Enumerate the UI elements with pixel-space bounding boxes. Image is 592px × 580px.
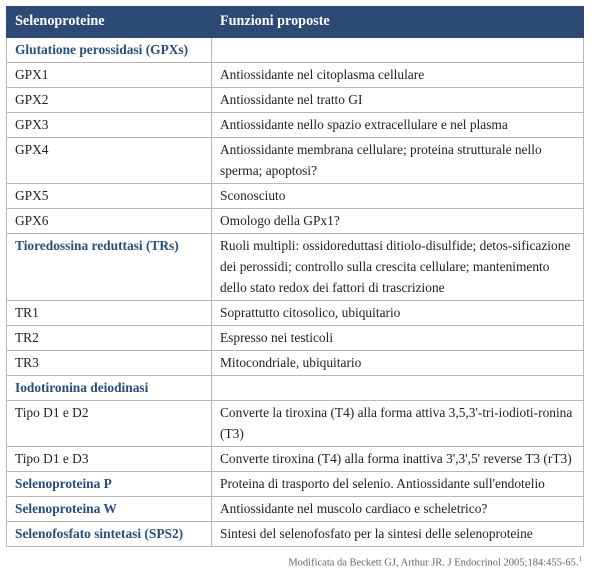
function-cell: Converte tiroxina (T4) alla forma inattiva 3',3',5' reverse T3 (rT3) bbox=[212, 447, 584, 472]
protein-name-cell: TR2 bbox=[7, 326, 212, 351]
table-row bbox=[7, 184, 584, 209]
group-name-cell: Tioredossina reduttasi (TRs) bbox=[7, 234, 212, 301]
protein-name-cell: TR1 bbox=[7, 301, 212, 326]
function-cell: Mitocondriale, ubiquitario bbox=[212, 351, 584, 376]
protein-name-cell: GPX6 bbox=[7, 209, 212, 234]
function-cell: Ruoli multipli: ossidoreduttasi ditiolo-disulfide; detos-sificazione dei perossidi; controllo sulla crescita cellulare; mantenimento dello stato redox dei fattori di trascrizione bbox=[212, 234, 584, 301]
function-cell: Antiossidante nello spazio extracellulare e nel plasma bbox=[212, 113, 584, 138]
table-row bbox=[7, 447, 584, 472]
group-name-cell: Selenoproteina P bbox=[7, 472, 212, 497]
table-row bbox=[7, 351, 584, 376]
table-body bbox=[7, 38, 584, 547]
function-cell: Antiossidante membrana cellulare; proteina strutturale nello sperma; apoptosi? bbox=[212, 138, 584, 184]
group-row bbox=[7, 376, 584, 401]
group-name-cell: Selenofosfato sintetasi (SPS2) bbox=[7, 522, 212, 547]
protein-name-cell: TR3 bbox=[7, 351, 212, 376]
function-cell: Omologo della GPx1? bbox=[212, 209, 584, 234]
protein-name-cell: GPX5 bbox=[7, 184, 212, 209]
group-row bbox=[7, 497, 584, 522]
source-reference: 1 bbox=[578, 555, 582, 563]
function-cell: Sintesi del selenofosfato per la sintesi delle selenoproteine bbox=[212, 522, 584, 547]
function-cell bbox=[212, 38, 584, 63]
header-selenoproteine: Selenoproteine bbox=[7, 7, 212, 38]
function-cell: Antiossidante nel muscolo cardiaco e scheletrico? bbox=[212, 497, 584, 522]
protein-name-cell: GPX3 bbox=[7, 113, 212, 138]
source-note bbox=[288, 555, 582, 569]
table-row bbox=[7, 63, 584, 88]
function-cell bbox=[212, 376, 584, 401]
table-row bbox=[7, 301, 584, 326]
table-row bbox=[7, 113, 584, 138]
function-cell: Sconosciuto bbox=[212, 184, 584, 209]
table-row bbox=[7, 138, 584, 184]
protein-name-cell: GPX2 bbox=[7, 88, 212, 113]
selenoproteins-table bbox=[6, 6, 584, 547]
table-row bbox=[7, 401, 584, 447]
group-name-cell: Iodotironina deiodinasi bbox=[7, 376, 212, 401]
header-row bbox=[7, 7, 584, 38]
group-name-cell: Selenoproteina W bbox=[7, 497, 212, 522]
group-row bbox=[7, 38, 584, 63]
table-header bbox=[7, 7, 584, 38]
group-name-cell: Glutatione perossidasi (GPXs) bbox=[7, 38, 212, 63]
group-row bbox=[7, 472, 584, 497]
protein-name-cell: GPX1 bbox=[7, 63, 212, 88]
group-row bbox=[7, 234, 584, 301]
table-row bbox=[7, 88, 584, 113]
group-row bbox=[7, 522, 584, 547]
protein-name-cell: GPX4 bbox=[7, 138, 212, 184]
header-funzioni-proposte: Funzioni proposte bbox=[212, 7, 584, 38]
source-text: Modificata da Beckett GJ, Arthur JR. J Endocrinol 2005;184:455-65. bbox=[288, 557, 579, 569]
protein-name-cell: Tipo D1 e D2 bbox=[7, 401, 212, 447]
function-cell: Espresso nei testicoli bbox=[212, 326, 584, 351]
function-cell: Converte la tiroxina (T4) alla forma attiva 3,5,3'-tri-iodioti-ronina (T3) bbox=[212, 401, 584, 447]
function-cell: Antiossidante nel citoplasma cellulare bbox=[212, 63, 584, 88]
function-cell: Proteina di trasporto del selenio. Antiossidante sull'endotelio bbox=[212, 472, 584, 497]
table-row bbox=[7, 326, 584, 351]
function-cell: Soprattutto citosolico, ubiquitario bbox=[212, 301, 584, 326]
function-cell: Antiossidante nel tratto GI bbox=[212, 88, 584, 113]
protein-name-cell: Tipo D1 e D3 bbox=[7, 447, 212, 472]
table-row bbox=[7, 209, 584, 234]
